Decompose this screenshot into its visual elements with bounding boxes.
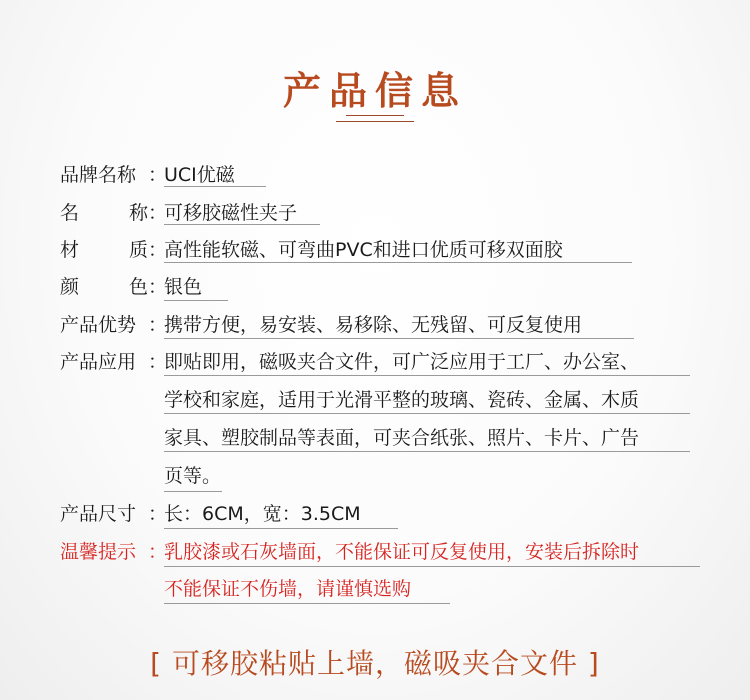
warning-underline-2 xyxy=(164,603,450,604)
advantages-value: 携带方便，易安装、易移除、无残留、可反复使用 xyxy=(164,314,583,336)
title-divider-bottom xyxy=(336,121,414,122)
application-underline-3 xyxy=(164,451,690,452)
footer-slogan: [ 可移胶粘贴上墙，磁吸夹合文件 ] xyxy=(150,647,600,680)
material-label-char-2: 质 xyxy=(128,239,148,261)
name-value: 可移胶磁性夹子 xyxy=(164,202,298,224)
brand-colon: ： xyxy=(148,164,168,186)
warning-underline-1 xyxy=(164,566,700,567)
size-label: 产品尺寸 xyxy=(60,503,137,525)
application-underline-1 xyxy=(164,375,690,376)
warning-line-2: 不能保证不伤墙，请谨慎选购 xyxy=(164,578,412,600)
application-line-2: 学校和家庭，适用于光滑平整的玻璃、瓷砖、金属、木质 xyxy=(164,389,640,411)
brand-underline xyxy=(164,186,266,187)
warning-colon: ： xyxy=(148,541,168,563)
name-label xyxy=(60,201,148,225)
warning-line-1: 乳胶漆或石灰墙面，不能保证可反复使用，安装后拆除时 xyxy=(164,541,640,563)
material-value: 高性能软磁、可弯曲PVC和进口优质可移双面胶 xyxy=(164,239,563,261)
material-colon: ： xyxy=(148,239,168,261)
warning-label: 温馨提示 xyxy=(60,541,137,563)
title-divider-top xyxy=(346,115,404,116)
brand-label: 品牌名称 xyxy=(60,164,137,186)
material-underline xyxy=(164,262,632,263)
size-colon: ： xyxy=(148,503,168,525)
advantages-label: 产品优势 xyxy=(60,314,137,336)
application-label: 产品应用 xyxy=(60,351,137,373)
material-label xyxy=(60,238,148,262)
name-label-char-1: 名 xyxy=(60,202,80,224)
size-underline xyxy=(164,528,398,529)
color-colon: ： xyxy=(148,276,168,298)
name-label-char-2: 称 xyxy=(128,202,148,224)
advantages-underline xyxy=(164,338,634,339)
color-label-char-2: 色 xyxy=(128,276,148,298)
color-underline xyxy=(164,300,228,301)
application-underline-2 xyxy=(164,413,690,414)
page-title: 产品信息 xyxy=(282,68,467,113)
application-line-1: 即贴即用，磁吸夹合文件，可广泛应用于工厂、办公室、 xyxy=(164,351,640,373)
color-value: 银色 xyxy=(164,276,203,298)
application-underline-4 xyxy=(164,491,222,492)
material-label-char-1: 材 xyxy=(60,239,80,261)
application-colon: ： xyxy=(148,351,168,373)
color-label xyxy=(60,275,148,299)
size-value: 长：6CM，宽：3.5CM xyxy=(164,503,361,525)
name-underline xyxy=(164,224,320,225)
advantages-colon: ： xyxy=(148,314,168,336)
color-label-char-1: 颜 xyxy=(60,276,80,298)
name-colon: ： xyxy=(148,202,168,224)
application-line-4: 页等。 xyxy=(164,465,222,487)
application-line-3: 家具、塑胶制品等表面，可夹合纸张、照片、卡片、广告 xyxy=(164,427,640,449)
brand-value: UCI优磁 xyxy=(164,164,235,186)
